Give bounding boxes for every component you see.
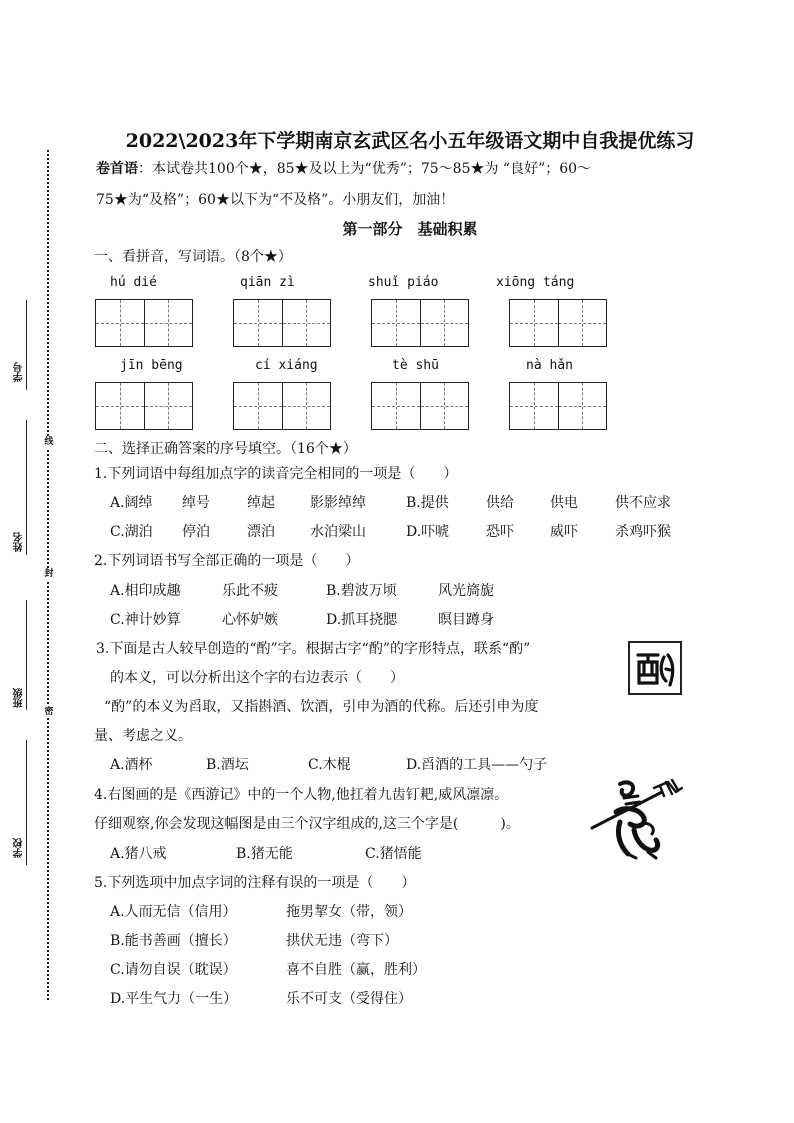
- q3-stem-2: 的本义，可以分析出这个字的右边表示（ ）: [110, 670, 404, 686]
- q1-b-4: 供不应求: [615, 495, 671, 511]
- q5-a-1: A.人而无信（信用）: [110, 904, 237, 920]
- pinyin-6: cí xiáng: [255, 358, 318, 373]
- q5-c-2: 喜不自胜（赢，胜利）: [286, 962, 426, 978]
- intro-line-2: 75★为“及格”；60★以下为“不及格”。小朋友们，加油！: [96, 192, 455, 208]
- margin-blank-student-number: [26, 300, 27, 390]
- q5-b-2: 拱伏无违（弯下）: [286, 933, 398, 949]
- q2-b-1: B.碧波万顷: [326, 583, 397, 599]
- q1-a-3: 绰起: [247, 495, 275, 511]
- section1-heading: 一、看拼音，写词语。（8个★）: [94, 249, 292, 265]
- q1-c-4: 水泊梁山: [310, 524, 366, 540]
- margin-label-class: 班级: [14, 688, 25, 708]
- q1-b-2: 供给: [486, 495, 514, 511]
- q2-d-1: D.抓耳挠腮: [326, 612, 398, 628]
- q4-option-c: C.猪悟能: [365, 846, 422, 862]
- q5-c-1: C.请勿自误（耽误）: [110, 962, 237, 978]
- q1-stem: 1.下列词语中每组加点字的读音完全相同的一项是（ ）: [94, 466, 458, 482]
- writing-grid-3[interactable]: [371, 299, 469, 347]
- q1-d-3: 威吓: [550, 524, 578, 540]
- pinyin-5: jīn bēng: [120, 358, 183, 373]
- q4-option-b: B.猪无能: [236, 846, 293, 862]
- q2-c-1: C.神计妙算: [110, 612, 181, 628]
- q5-a-2: 拖男挈女（带，领）: [286, 904, 412, 920]
- q3-stem-1: 3.下面是古人较早创造的“酌”字。根据古字“酌”的字形特点，联系“酌”: [96, 641, 531, 657]
- q2-c-2: 心怀妒嫉: [222, 612, 278, 628]
- writing-grid-5[interactable]: [95, 382, 193, 430]
- intro-label: 卷首语: [96, 161, 138, 177]
- q2-a-2: 乐此不疲: [222, 583, 278, 599]
- q3-option-d: D.舀酒的工具——勺子: [406, 757, 548, 773]
- calligraphy-figure-icon: [590, 778, 694, 864]
- q3-note-1: “酌”的本义为舀取，又指斟酒、饮酒，引申为酒的代称。后还引申为度: [104, 699, 539, 715]
- q4-option-a: A.猪八戒: [110, 846, 167, 862]
- page-title: 2022\2023年下学期南京玄武区名小五年级语文期中自我提优练习: [125, 130, 695, 152]
- q1-c-1: C.湖泊: [110, 524, 153, 540]
- q5-b-1: B.能书善画（擅长）: [110, 933, 237, 949]
- margin-label-school: 学校: [14, 838, 25, 858]
- writing-grid-2[interactable]: [233, 299, 331, 347]
- pinyin-3: shuǐ piáo: [368, 275, 439, 290]
- q2-d-2: 暝目蹲身: [438, 612, 494, 628]
- q1-b-3: 供电: [550, 495, 578, 511]
- q1-a-2: 绰号: [182, 495, 210, 511]
- margin-blank-name: [26, 420, 27, 555]
- pinyin-1: hú dié: [110, 275, 157, 290]
- writing-grid-1[interactable]: [95, 299, 193, 347]
- margin-label-name: 姓名: [14, 532, 25, 552]
- seal-word-line: 线: [42, 436, 56, 448]
- pinyin-7: tè shū: [392, 358, 439, 373]
- section2-heading: 二、选择正确答案的序号填空。（16个★）: [94, 441, 357, 457]
- pinyin-8: nà hǎn: [526, 358, 573, 373]
- q1-a-1: A.阔绰: [110, 495, 153, 511]
- q1-d-4: 杀鸡吓猴: [615, 524, 671, 540]
- q3-option-a: A.酒杯: [110, 757, 153, 773]
- q5-stem: 5.下列选项中加点字词的注释有误的一项是（ ）: [94, 875, 416, 891]
- q1-d-2: 恐吓: [486, 524, 514, 540]
- writing-grid-8[interactable]: [509, 382, 607, 430]
- q2-a-1: A.相印成趣: [110, 583, 181, 599]
- q3-option-c: C.木棍: [308, 757, 351, 773]
- writing-grid-6[interactable]: [233, 382, 331, 430]
- intro-text-1: ：本试卷共100个★，85★及以上为“优秀”；75～85★为 “良好”；60～: [138, 161, 592, 177]
- seal-word-seal: 封: [42, 568, 56, 580]
- margin-blank-class: [26, 600, 27, 710]
- seal-word-secret: 密: [42, 706, 56, 718]
- q1-c-3: 漂泊: [247, 524, 275, 540]
- zhuo-glyph-icon: [630, 643, 680, 693]
- pinyin-4: xiōng táng: [496, 275, 575, 290]
- q1-b-1: B.提供: [406, 495, 449, 511]
- q5-d-1: D.平生气力（一生）: [110, 991, 238, 1007]
- q1-a-4: 影影绰绰: [310, 495, 366, 511]
- writing-grid-4[interactable]: [509, 299, 607, 347]
- margin-label-student-number: 学号: [14, 362, 25, 382]
- q3-note-2: 量、考虑之义。: [94, 728, 192, 744]
- margin-blank-school: [26, 740, 27, 865]
- ancient-zhuo-character-image: [628, 641, 682, 695]
- q2-stem: 2.下列词语书写全部正确的一项是（ ）: [94, 553, 360, 569]
- part-title: 第一部分 基础积累: [342, 220, 478, 238]
- q1-c-2: 停泊: [182, 524, 210, 540]
- pinyin-2: qiān zì: [240, 275, 295, 290]
- writing-grid-7[interactable]: [371, 382, 469, 430]
- q4-stem-1: 4.右图画的是《西游记》中的一个人物,他扛着九齿钉耙,威风凛凛。: [94, 787, 509, 803]
- q5-d-2: 乐不可支（受得住）: [286, 991, 412, 1007]
- zhubajie-calligraphy-image: [590, 778, 694, 864]
- q3-option-b: B.酒坛: [206, 757, 249, 773]
- q1-d-1: D.吓唬: [406, 524, 450, 540]
- q4-stem-2: 仔细观察,你会发现这幅图是由三个汉字组成的,这三个字是( )。: [94, 816, 520, 832]
- q2-b-2: 风光旖旎: [438, 583, 494, 599]
- intro-line-1: [96, 160, 736, 178]
